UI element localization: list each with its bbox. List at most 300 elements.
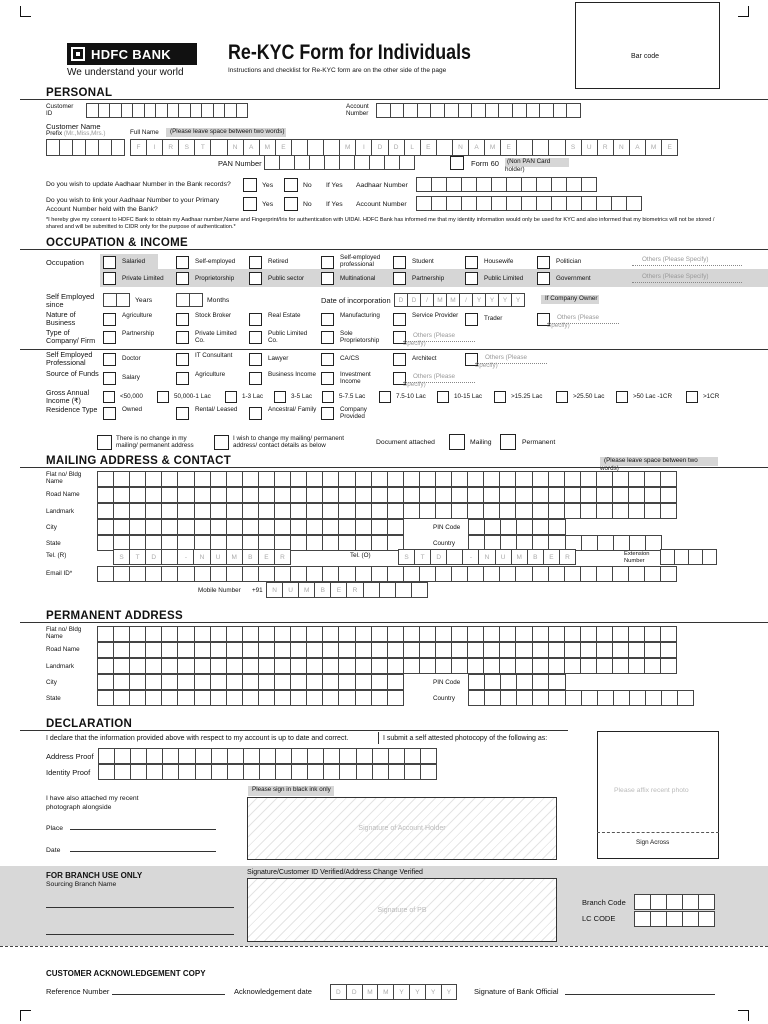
residence-checkbox[interactable] (103, 407, 116, 420)
char-cell[interactable] (677, 690, 694, 706)
char-cell[interactable]: S (178, 139, 195, 156)
char-cell[interactable] (355, 519, 372, 535)
char-cell[interactable] (521, 177, 537, 192)
char-cell[interactable] (322, 487, 339, 503)
char-cell[interactable] (258, 471, 275, 487)
char-cell[interactable] (451, 503, 468, 519)
char-cell[interactable] (698, 894, 715, 910)
char-cell[interactable] (189, 293, 203, 307)
char-cell[interactable]: N (193, 549, 210, 565)
char-cell[interactable] (387, 690, 404, 706)
char-cell[interactable]: Y (425, 984, 442, 1000)
char-cell[interactable] (548, 690, 565, 706)
char-cell[interactable] (145, 503, 162, 519)
char-cell[interactable] (446, 196, 462, 211)
char-cell[interactable] (416, 196, 432, 211)
char-cell[interactable]: Y (498, 293, 512, 307)
char-cell[interactable] (660, 658, 677, 674)
date-line[interactable] (70, 851, 216, 852)
char-cell[interactable] (467, 487, 484, 503)
char-cell[interactable]: D (430, 549, 447, 565)
char-cell[interactable] (628, 626, 645, 642)
sourcing-line-1[interactable] (46, 907, 234, 908)
char-cell[interactable] (226, 690, 243, 706)
char-cell[interactable] (116, 293, 130, 307)
option-checkbox[interactable] (176, 353, 189, 366)
char-cell[interactable] (532, 471, 549, 487)
char-cell[interactable] (177, 566, 194, 582)
char-cell[interactable] (338, 626, 355, 642)
residence-checkbox[interactable] (249, 407, 262, 420)
char-cell[interactable] (354, 155, 370, 170)
char-cell[interactable] (355, 535, 372, 551)
char-cell[interactable]: D (371, 139, 388, 156)
char-cell[interactable]: E (275, 139, 292, 156)
char-cell[interactable] (129, 487, 146, 503)
char-cell[interactable] (506, 196, 522, 211)
char-cell[interactable] (612, 658, 629, 674)
char-cell[interactable] (468, 519, 485, 535)
char-cell[interactable] (613, 690, 630, 706)
char-cell[interactable] (339, 764, 356, 780)
char-cell[interactable] (387, 642, 404, 658)
char-cell[interactable] (379, 582, 396, 598)
char-cell[interactable] (290, 471, 307, 487)
char-cell[interactable]: E (543, 549, 560, 565)
char-cell[interactable]: Y (409, 984, 426, 1000)
char-cell[interactable] (226, 674, 243, 690)
char-cell[interactable] (628, 471, 645, 487)
char-cell[interactable] (162, 748, 179, 764)
char-cell[interactable] (290, 642, 307, 658)
char-cell[interactable] (306, 503, 323, 519)
char-cell[interactable]: Y (441, 984, 458, 1000)
char-cell[interactable] (372, 748, 389, 764)
char-cell[interactable] (338, 658, 355, 674)
char-cell[interactable] (403, 566, 420, 582)
link-yes-checkbox[interactable] (243, 197, 257, 211)
char-cell[interactable] (634, 894, 651, 910)
option-checkbox[interactable] (321, 331, 334, 344)
char-cell[interactable] (371, 690, 388, 706)
char-cell[interactable]: A (243, 139, 260, 156)
char-cell[interactable]: M (645, 139, 662, 156)
occupation-checkbox[interactable] (321, 256, 334, 269)
char-cell[interactable] (399, 155, 415, 170)
char-cell[interactable] (177, 471, 194, 487)
char-cell[interactable] (103, 293, 117, 307)
char-cell[interactable] (129, 566, 146, 582)
char-cell[interactable] (129, 658, 146, 674)
char-cell[interactable] (581, 196, 597, 211)
company-type-checkbox[interactable] (393, 272, 406, 285)
char-cell[interactable] (644, 626, 661, 642)
city-field[interactable] (97, 674, 403, 690)
char-cell[interactable] (468, 674, 485, 690)
char-cell[interactable] (258, 626, 275, 642)
char-cell[interactable] (564, 503, 581, 519)
char-cell[interactable] (499, 658, 516, 674)
char-cell[interactable] (467, 642, 484, 658)
char-cell[interactable] (194, 626, 211, 642)
char-cell[interactable] (306, 626, 323, 642)
char-cell[interactable] (46, 139, 60, 156)
char-cell[interactable] (403, 658, 420, 674)
char-cell[interactable] (532, 503, 549, 519)
char-cell[interactable] (580, 487, 597, 503)
char-cell[interactable] (650, 894, 667, 910)
char-cell[interactable] (194, 503, 211, 519)
char-cell[interactable] (323, 764, 340, 780)
char-cell[interactable] (322, 535, 339, 551)
char-cell[interactable] (461, 196, 477, 211)
char-cell[interactable] (130, 748, 147, 764)
char-cell[interactable] (476, 196, 492, 211)
income-checkbox[interactable] (157, 391, 169, 403)
char-cell[interactable]: L (404, 139, 421, 156)
char-cell[interactable] (553, 103, 568, 118)
char-cell[interactable]: T (414, 549, 431, 565)
char-cell[interactable] (210, 626, 227, 642)
char-cell[interactable] (194, 674, 211, 690)
char-cell[interactable] (565, 690, 582, 706)
char-cell[interactable]: S (398, 549, 415, 565)
char-cell[interactable]: A (629, 139, 646, 156)
char-cell[interactable] (476, 177, 492, 192)
customer-id-field[interactable] (86, 103, 247, 118)
char-cell[interactable] (483, 566, 500, 582)
char-cell[interactable] (596, 503, 613, 519)
char-cell[interactable] (355, 566, 372, 582)
extension-field[interactable] (660, 549, 716, 565)
char-cell[interactable] (291, 764, 308, 780)
char-cell[interactable] (210, 658, 227, 674)
char-cell[interactable] (660, 549, 675, 565)
char-cell[interactable] (491, 196, 507, 211)
char-cell[interactable] (178, 764, 195, 780)
char-cell[interactable] (145, 487, 162, 503)
char-cell[interactable] (471, 103, 486, 118)
char-cell[interactable] (113, 487, 130, 503)
char-cell[interactable] (338, 566, 355, 582)
char-cell[interactable] (274, 519, 291, 535)
char-cell[interactable] (129, 674, 146, 690)
char-cell[interactable] (564, 566, 581, 582)
char-cell[interactable]: D (394, 293, 408, 307)
char-cell[interactable] (435, 471, 452, 487)
char-cell[interactable] (355, 487, 372, 503)
char-cell[interactable] (431, 177, 447, 192)
char-cell[interactable]: U (495, 549, 512, 565)
place-line[interactable] (70, 829, 216, 830)
char-cell[interactable] (548, 519, 565, 535)
char-cell[interactable] (97, 674, 114, 690)
char-cell[interactable] (430, 103, 445, 118)
char-cell[interactable] (435, 658, 452, 674)
char-cell[interactable] (355, 690, 372, 706)
char-cell[interactable] (129, 471, 146, 487)
others-field[interactable]: Others (Please Specify) (403, 373, 475, 383)
wish-change-checkbox[interactable] (214, 435, 229, 450)
char-cell[interactable] (499, 626, 516, 642)
char-cell[interactable] (435, 503, 452, 519)
char-cell[interactable] (634, 911, 651, 927)
char-cell[interactable] (612, 503, 629, 519)
char-cell[interactable] (97, 690, 114, 706)
char-cell[interactable] (72, 139, 86, 156)
char-cell[interactable] (416, 177, 432, 192)
char-cell[interactable] (661, 690, 678, 706)
char-cell[interactable] (371, 487, 388, 503)
char-cell[interactable] (467, 658, 484, 674)
aadhaar-no-checkbox[interactable] (284, 178, 298, 192)
pin-field[interactable] (468, 519, 565, 535)
char-cell[interactable]: R (162, 139, 179, 156)
char-cell[interactable] (564, 626, 581, 642)
char-cell[interactable] (258, 658, 275, 674)
others-field[interactable]: Others (Please Specify) (632, 256, 742, 266)
form60-checkbox[interactable] (450, 156, 464, 170)
char-cell[interactable] (644, 471, 661, 487)
char-cell[interactable] (195, 748, 212, 764)
char-cell[interactable]: N (613, 139, 630, 156)
char-cell[interactable] (274, 566, 291, 582)
char-cell[interactable] (243, 748, 260, 764)
char-cell[interactable] (161, 658, 178, 674)
char-cell[interactable] (387, 471, 404, 487)
residence-checkbox[interactable] (176, 407, 189, 420)
char-cell[interactable] (435, 626, 452, 642)
others-field[interactable]: Others (Please Specify) (632, 273, 742, 283)
char-cell[interactable] (322, 674, 339, 690)
char-cell[interactable] (291, 748, 308, 764)
char-cell[interactable] (242, 566, 259, 582)
char-cell[interactable] (355, 471, 372, 487)
char-cell[interactable] (371, 626, 388, 642)
landmark-field[interactable] (97, 658, 676, 674)
char-cell[interactable] (306, 471, 323, 487)
char-cell[interactable]: / (420, 293, 434, 307)
char-cell[interactable] (371, 658, 388, 674)
char-cell[interactable] (371, 674, 388, 690)
char-cell[interactable] (516, 690, 533, 706)
others-field[interactable]: Others (Please Specify) (403, 332, 475, 342)
income-checkbox[interactable] (322, 391, 334, 403)
char-cell[interactable]: R (597, 139, 614, 156)
char-cell[interactable] (536, 177, 552, 192)
income-checkbox[interactable] (437, 391, 449, 403)
char-cell[interactable] (532, 487, 549, 503)
char-cell[interactable] (161, 626, 178, 642)
char-cell[interactable] (338, 519, 355, 535)
char-cell[interactable] (290, 566, 307, 582)
aadhaar-yes-checkbox[interactable] (243, 178, 257, 192)
char-cell[interactable] (290, 658, 307, 674)
char-cell[interactable] (274, 503, 291, 519)
pin-field[interactable] (468, 674, 565, 690)
char-cell[interactable] (322, 503, 339, 519)
char-cell[interactable] (436, 139, 453, 156)
char-cell[interactable] (498, 103, 513, 118)
char-cell[interactable] (403, 487, 420, 503)
char-cell[interactable] (242, 658, 259, 674)
others-field[interactable]: Others (Please Specify) (547, 314, 619, 324)
char-cell[interactable] (177, 487, 194, 503)
char-cell[interactable] (551, 196, 567, 211)
char-cell[interactable] (113, 566, 130, 582)
char-cell[interactable] (628, 487, 645, 503)
char-cell[interactable]: R (559, 549, 576, 565)
char-cell[interactable]: M (298, 582, 315, 598)
char-cell[interactable] (306, 487, 323, 503)
char-cell[interactable] (660, 471, 677, 487)
char-cell[interactable] (258, 674, 275, 690)
char-cell[interactable] (596, 196, 612, 211)
option-checkbox[interactable] (103, 353, 116, 366)
char-cell[interactable] (580, 503, 597, 519)
company-type-checkbox[interactable] (537, 272, 550, 285)
char-cell[interactable] (499, 487, 516, 503)
char-cell[interactable] (446, 549, 463, 565)
option-checkbox[interactable] (249, 372, 262, 385)
pan-field[interactable] (264, 155, 414, 170)
char-cell[interactable] (177, 642, 194, 658)
income-checkbox[interactable] (103, 391, 115, 403)
char-cell[interactable] (294, 155, 310, 170)
char-cell[interactable] (194, 566, 211, 582)
char-cell[interactable] (674, 549, 689, 565)
char-cell[interactable] (548, 674, 565, 690)
char-cell[interactable] (161, 503, 178, 519)
char-cell[interactable] (682, 894, 699, 910)
identity-proof-field[interactable] (98, 764, 436, 780)
char-cell[interactable] (491, 177, 507, 192)
char-cell[interactable] (290, 626, 307, 642)
char-cell[interactable] (129, 690, 146, 706)
char-cell[interactable]: - (177, 549, 194, 565)
company-type-checkbox[interactable] (176, 272, 189, 285)
char-cell[interactable] (264, 155, 280, 170)
option-checkbox[interactable] (465, 313, 478, 326)
char-cell[interactable] (580, 566, 597, 582)
char-cell[interactable]: M (433, 293, 447, 307)
char-cell[interactable] (444, 103, 459, 118)
tel-o-field[interactable] (398, 549, 575, 565)
char-cell[interactable] (596, 566, 613, 582)
char-cell[interactable] (532, 690, 549, 706)
char-cell[interactable] (435, 566, 452, 582)
char-cell[interactable] (211, 764, 228, 780)
char-cell[interactable] (243, 764, 260, 780)
income-checkbox[interactable] (494, 391, 506, 403)
char-cell[interactable] (161, 549, 178, 565)
char-cell[interactable] (145, 566, 162, 582)
char-cell[interactable] (274, 626, 291, 642)
occupation-checkbox[interactable] (465, 256, 478, 269)
char-cell[interactable] (161, 690, 178, 706)
permanent-checkbox[interactable] (500, 434, 516, 450)
char-cell[interactable] (419, 626, 436, 642)
char-cell[interactable] (581, 535, 598, 551)
char-cell[interactable]: E (500, 139, 517, 156)
char-cell[interactable] (666, 894, 683, 910)
char-cell[interactable] (387, 503, 404, 519)
char-cell[interactable] (596, 658, 613, 674)
char-cell[interactable] (403, 503, 420, 519)
char-cell[interactable]: Y (511, 293, 525, 307)
char-cell[interactable] (177, 519, 194, 535)
char-cell[interactable] (564, 642, 581, 658)
char-cell[interactable] (581, 690, 598, 706)
others-field[interactable]: Others (Please Specify) (475, 354, 547, 364)
char-cell[interactable]: N (266, 582, 283, 598)
char-cell[interactable] (682, 911, 699, 927)
char-cell[interactable] (451, 626, 468, 642)
char-cell[interactable] (309, 155, 325, 170)
char-cell[interactable] (420, 764, 437, 780)
char-cell[interactable] (387, 626, 404, 642)
char-cell[interactable] (259, 748, 276, 764)
income-checkbox[interactable] (225, 391, 237, 403)
char-cell[interactable] (194, 471, 211, 487)
mobile-field[interactable] (266, 582, 427, 598)
char-cell[interactable] (532, 626, 549, 642)
char-cell[interactable] (419, 566, 436, 582)
char-cell[interactable] (371, 535, 388, 551)
company-type-checkbox[interactable] (103, 272, 116, 285)
city-field[interactable] (97, 519, 403, 535)
char-cell[interactable] (274, 471, 291, 487)
char-cell[interactable] (338, 642, 355, 658)
occupation-checkbox[interactable] (393, 256, 406, 269)
char-cell[interactable] (306, 690, 323, 706)
link-account-field[interactable] (416, 196, 641, 211)
char-cell[interactable] (629, 690, 646, 706)
char-cell[interactable]: M (339, 139, 356, 156)
char-cell[interactable]: - (462, 549, 479, 565)
char-cell[interactable]: R (274, 549, 291, 565)
char-cell[interactable] (551, 177, 567, 192)
char-cell[interactable] (644, 487, 661, 503)
char-cell[interactable] (338, 487, 355, 503)
char-cell[interactable] (339, 155, 355, 170)
char-cell[interactable] (387, 487, 404, 503)
char-cell[interactable] (369, 155, 385, 170)
char-cell[interactable] (526, 103, 541, 118)
char-cell[interactable] (702, 549, 717, 565)
char-cell[interactable] (113, 690, 130, 706)
char-cell[interactable] (236, 103, 249, 118)
char-cell[interactable] (451, 487, 468, 503)
company-type-checkbox[interactable] (321, 272, 334, 285)
char-cell[interactable] (306, 642, 323, 658)
char-cell[interactable] (210, 487, 227, 503)
char-cell[interactable]: Y (485, 293, 499, 307)
char-cell[interactable] (451, 566, 468, 582)
char-cell[interactable] (129, 519, 146, 535)
income-checkbox[interactable] (274, 391, 286, 403)
char-cell[interactable] (419, 487, 436, 503)
char-cell[interactable] (539, 103, 554, 118)
char-cell[interactable] (371, 566, 388, 582)
char-cell[interactable] (227, 764, 244, 780)
char-cell[interactable] (258, 690, 275, 706)
char-cell[interactable] (371, 519, 388, 535)
char-cell[interactable] (113, 674, 130, 690)
char-cell[interactable] (356, 748, 373, 764)
char-cell[interactable] (467, 471, 484, 487)
char-cell[interactable] (548, 626, 565, 642)
